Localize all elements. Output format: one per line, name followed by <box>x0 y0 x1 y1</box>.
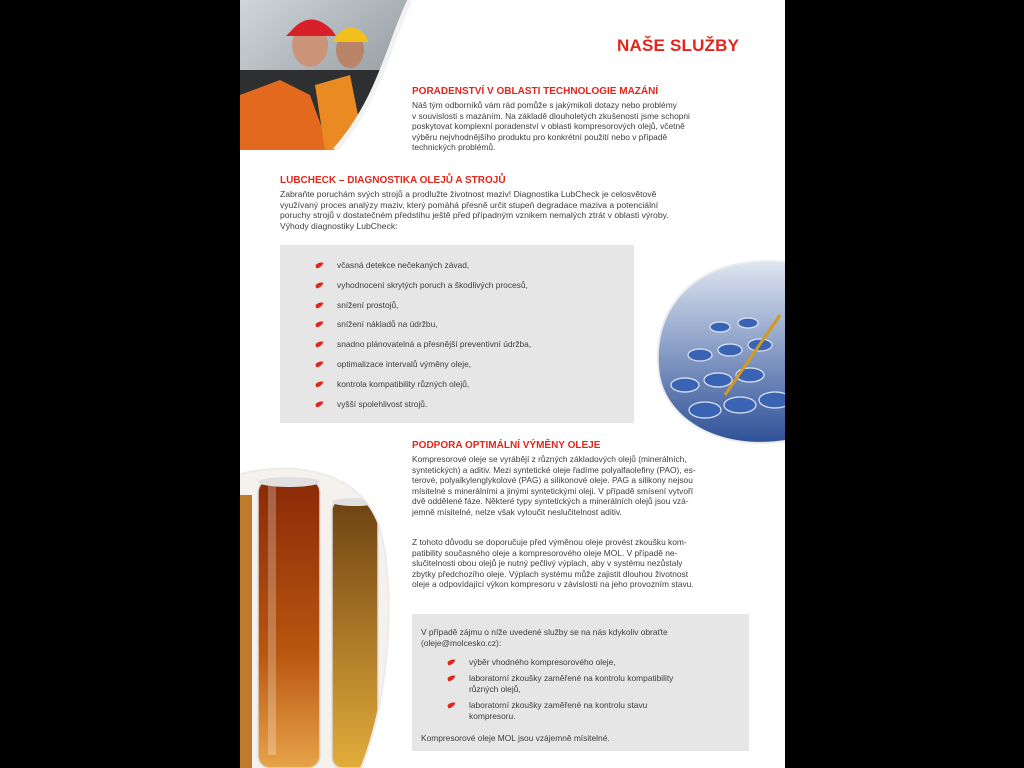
workers-photo <box>240 0 420 150</box>
bullet-text: vyhodnocení skrytých poruch a škodlivých procesů, <box>337 279 528 290</box>
section-heading-poradenstvi: PORADENSTVÍ V OBLASTI TECHNOLOGIE MAZÁNÍ <box>412 86 659 97</box>
text-line: zbytky předchozího oleje. Výplach systému může zajistit dlouhou životnost <box>412 568 689 579</box>
lubcheck-benefit-item <box>315 280 615 292</box>
lubcheck-benefit-item <box>315 399 615 411</box>
contact-footer: Kompresorové oleje MOL jsou vzájemně mísitelné. <box>421 733 610 743</box>
bullet-text: laboratorní zkoušky zaměřené na kontrolu kompatibility <box>469 673 674 683</box>
text-line: (oleje@molcesko.cz): <box>421 637 502 648</box>
text-line: technických problémů. <box>412 142 496 153</box>
text-line: Kompresorové oleje se vyrábějí z různých základových olejů (minerálních, <box>412 454 687 464</box>
brochure-page <box>240 0 785 768</box>
text-line: poruchy strojů v dostatečném předstihu ještě před případným vznikem nemalých ztrát v oblasti výroby. <box>280 210 669 221</box>
bullet-text: včasná detekce nečekaných závad, <box>337 260 470 270</box>
bullet-text: různých olejů, <box>469 683 521 694</box>
bullet-leaf-icon <box>447 674 456 680</box>
bullet-leaf-icon <box>315 281 324 287</box>
text-line: mísitelné s minerálními a jinými syntetickými oleji. V případě smísení vytvoří <box>412 485 694 496</box>
text-line: patibility současného oleje a kompresorového oleje MOL. V případě ne- <box>412 547 678 558</box>
bullet-text: snadno plánovatelná a přesnější preventivní údržba, <box>337 339 532 350</box>
bullet-leaf-icon <box>315 340 324 346</box>
bullet-text: laboratorní zkoušky zaměřené na kontrolu stavu <box>469 700 648 710</box>
text-line: Náš tým odborníků vám rád pomůže s jakýmikoli dotazy nebo problémy <box>412 100 677 110</box>
lubcheck-benefit-item <box>315 359 615 371</box>
bullet-text: výběr vhodného kompresorového oleje, <box>469 657 616 667</box>
bullet-text: kontrola kompatibility různých olejů, <box>337 378 470 389</box>
text-line: terové, polyalkylenglykolové (PAG) a silikonové oleje. PAG a silikony nejsou <box>412 475 693 486</box>
bullet-leaf-icon <box>315 400 324 406</box>
section-text-poradenstvi <box>412 100 752 153</box>
bullet-leaf-icon <box>447 701 456 707</box>
text-line: dvě oddělené fáze. Některé typy syntetických a minerálních olejů jsou vzá- <box>412 496 689 507</box>
contact-service-item <box>447 657 737 668</box>
section-heading-lubcheck: LUBCHECK – DIAGNOSTIKA OLEJŮ A STROJŮ <box>280 175 506 186</box>
text-line: Z tohoto důvodu se doporučuje před výměnou oleje provést zkoušku kom- <box>412 537 687 547</box>
bullet-text: snížení prostojů, <box>337 299 399 310</box>
bullet-leaf-icon <box>447 658 456 664</box>
lubcheck-benefit-item <box>315 260 615 272</box>
lubcheck-benefit-item <box>315 339 615 351</box>
bullet-text: snížení nákladů na údržbu, <box>337 319 438 330</box>
contact-service-item <box>447 673 737 694</box>
text-line: v souvislosti s mazáním. Na základě dlouholetých zkušeností jsme schopni <box>412 110 690 121</box>
section-text-lubcheck <box>280 189 746 231</box>
text-line: oleje a odpovídající výkon kompresoru v závislosti na jeho provozním stavu. <box>412 579 694 590</box>
contact-intro <box>421 627 741 648</box>
bullet-leaf-icon <box>315 380 324 386</box>
lubcheck-benefit-item <box>315 300 615 312</box>
text-line: jemně mísitelné, nelze však vyloučit neslučitelnost aditiv. <box>412 506 622 517</box>
lubcheck-benefit-item <box>315 379 615 391</box>
section-text-vymena-1 <box>412 454 748 518</box>
text-line: V případě zájmu o níže uvedené služby se na nás kdykoliv obraťte <box>421 627 668 637</box>
oil-tubes-photo <box>240 455 390 768</box>
bullet-leaf-icon <box>315 360 324 366</box>
bullet-leaf-icon <box>315 301 324 307</box>
bullet-text: optimalizace intervalů výměny oleje, <box>337 359 472 369</box>
bullet-text: kompresoru. <box>469 710 516 721</box>
bullet-leaf-icon <box>315 261 324 267</box>
lubcheck-benefit-item <box>315 319 615 331</box>
text-line: využívaný proces analýzy maziv, který pomáhá přesně určit stupeň degradace maziva a potenciální <box>280 199 659 210</box>
test-tubes-photo <box>630 245 785 445</box>
text-line: syntetických) a aditiv. Mezi syntetické oleje řadíme polyalfaolefiny (PAO), es- <box>412 464 696 475</box>
contact-service-item <box>447 700 737 721</box>
page-title: NAŠE SLUŽBY <box>617 36 740 55</box>
text-line: slučitelnosti obou olejů je nutný pečlivý výplach, aby v systému nezůstaly <box>412 558 683 569</box>
text-line: výběru nejvhodnějšího produktu pro konkrétní použití nebo v případě <box>412 131 668 142</box>
bullet-text: vyšší spolehlivost strojů. <box>337 398 428 409</box>
section-text-vymena-2 <box>412 537 748 590</box>
text-line: poskytovat komplexní poradenství v oblasti kompresorových olejů, včetně <box>412 121 685 132</box>
text-line: Výhody diagnostiky LubCheck: <box>280 220 398 231</box>
text-line: Zabraňte poruchám svých strojů a prodlužte životnost maziv! Diagnostika LubCheck je celosvětově <box>280 189 657 199</box>
bullet-leaf-icon <box>315 320 324 326</box>
section-heading-vymena: PODPORA OPTIMÁLNÍ VÝMĚNY OLEJE <box>412 440 601 451</box>
